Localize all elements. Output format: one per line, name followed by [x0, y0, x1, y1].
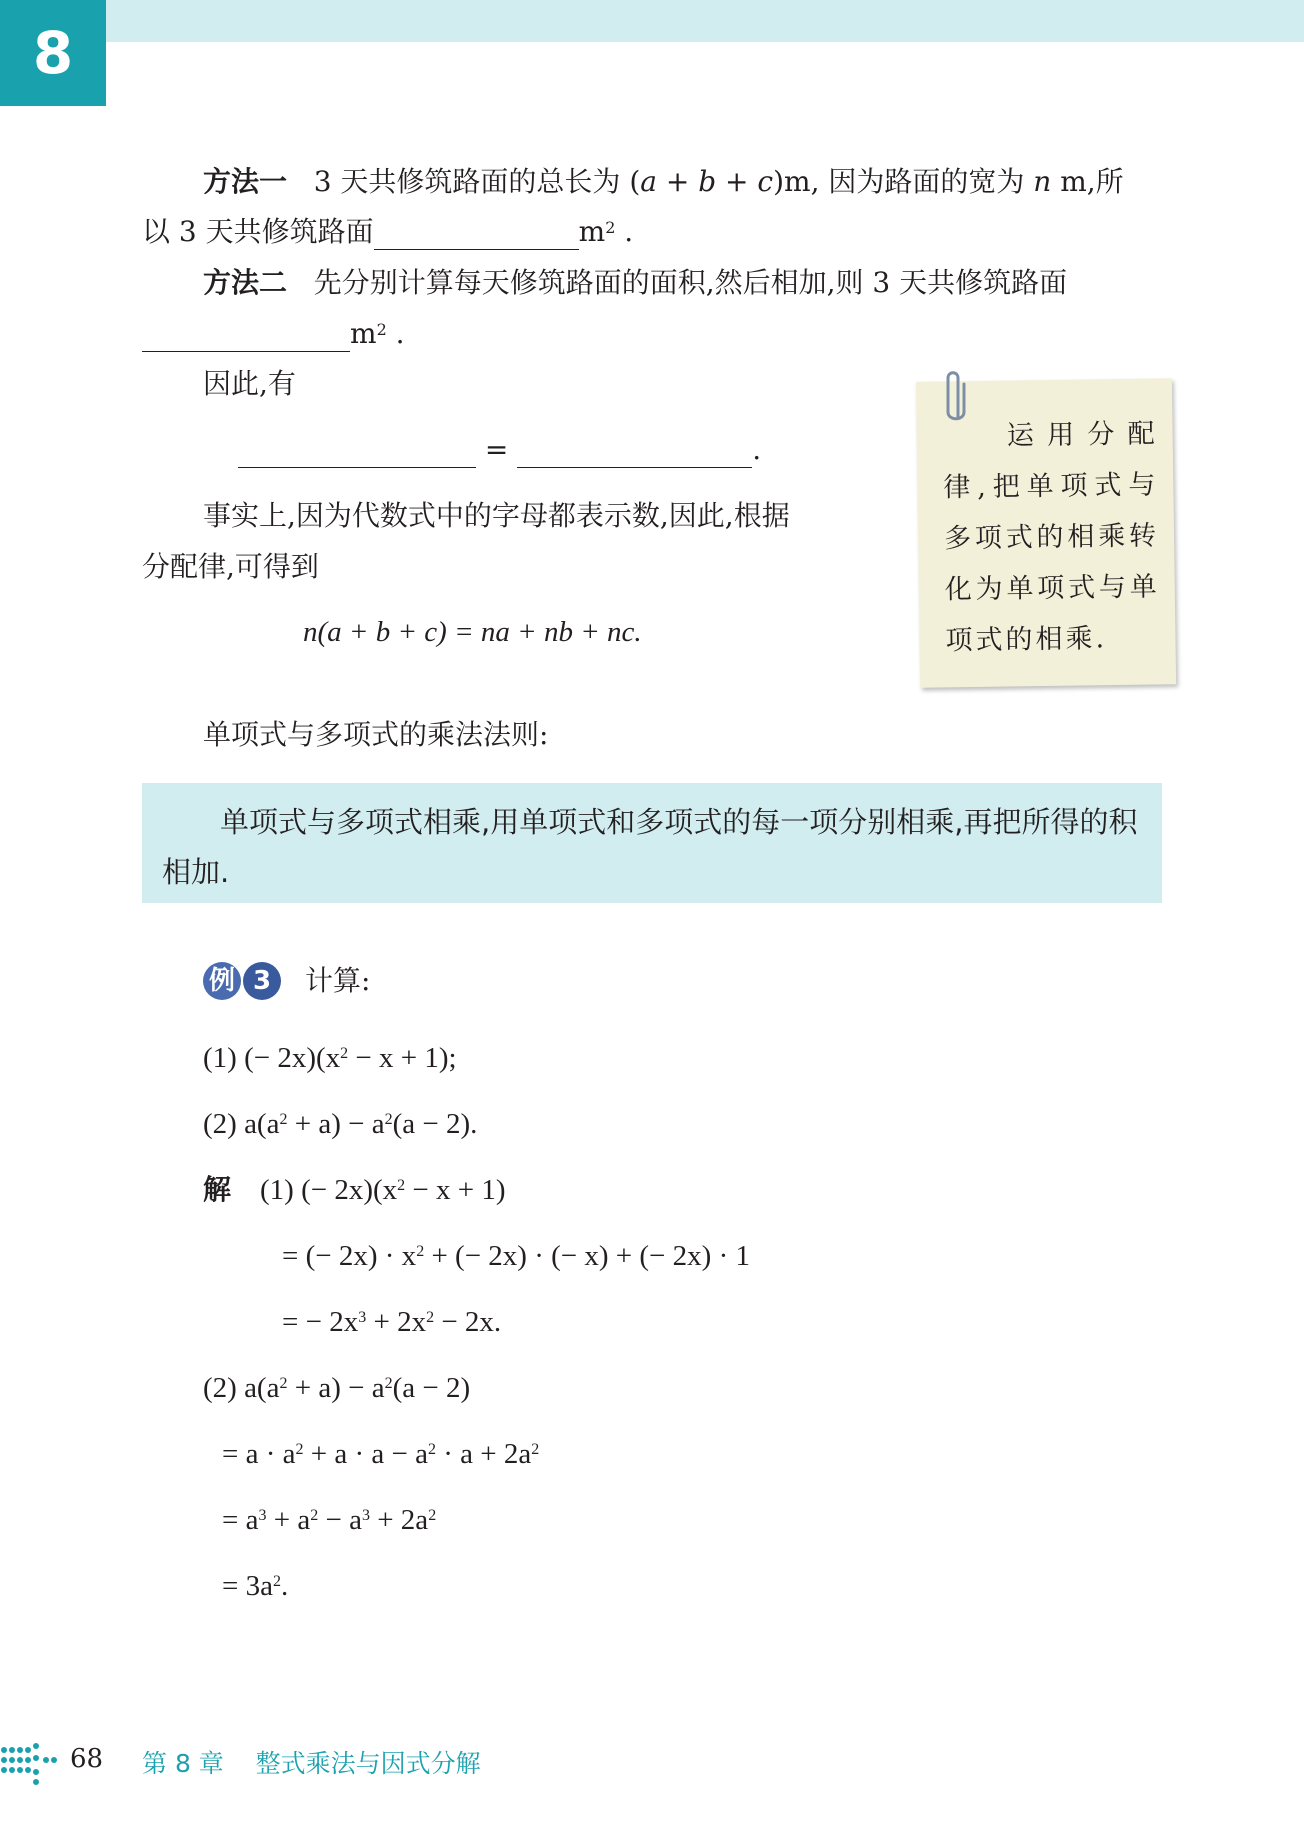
- rule-heading: 单项式与多项式的乘法法则:: [203, 718, 549, 751]
- paperclip-icon: [936, 366, 976, 424]
- equation-blanks: [238, 432, 761, 468]
- side-note-text: 运用分配律,把单项式与多项式的相乘转化为单项式与单项式的相乘.: [943, 418, 1160, 657]
- method1-text-a: 3 天共修筑路面的总长为 (: [313, 165, 641, 198]
- method1-line2-prefix: 以 3 天共修筑路面: [142, 215, 374, 248]
- solution-part1-head: 解 (1) (− $2x)(x^2 - x + 1)$: [203, 1173, 506, 1206]
- therefore-text: 因此,有: [203, 367, 296, 400]
- example-badge-number: 3: [243, 962, 281, 1000]
- solution-part2-result: = $3a^2$.: [222, 1570, 289, 1602]
- rule-text: 单项式与多项式相乘,用单项式和多项式的每一项分别相乘,再把所得的积相加.: [162, 805, 1138, 889]
- method1-n: n: [1033, 165, 1052, 198]
- example-badge-char: 例: [203, 962, 241, 1000]
- method1-text-b: )m, 因为路面的宽为: [773, 165, 1025, 198]
- method2-text: 先分别计算每天修筑路面的面积,然后相加,则 3 天共修筑路面: [313, 266, 1068, 299]
- solution-part2-step1: = $a \cdot a^2 + a \cdot a - a^2 \cdot a + 2a^2$: [222, 1438, 540, 1470]
- solution-label: 解: [203, 1173, 232, 1206]
- method1-label: 方法一: [203, 165, 288, 198]
- page-number: 68: [70, 1744, 104, 1774]
- fact-line2: 分配律,可得到: [142, 550, 319, 583]
- equation-right-blank[interactable]: [517, 437, 752, 468]
- method2-label: 方法二: [203, 266, 288, 299]
- solution-part2-head: (2) $a(a^2 + a) - a^2(a - 2)$: [203, 1372, 471, 1404]
- method1-unit: m: [578, 215, 606, 248]
- method1-answer-blank[interactable]: [374, 219, 579, 250]
- method2-answer-blank[interactable]: [142, 321, 350, 352]
- method1-end: .: [624, 215, 634, 248]
- dots-decoration-icon: [0, 1738, 60, 1786]
- example-problem-2: (2) $a(a^2 + a) - a^2(a - 2)$.: [203, 1108, 478, 1140]
- method1-line1: [203, 164, 1124, 200]
- method1-text-c: m,所: [1060, 165, 1124, 198]
- fact-line1: 事实上,因为代数式中的字母都表示数,因此,根据: [203, 499, 790, 532]
- chapter-number-badge: 8: [0, 0, 106, 106]
- example-problem-1: (1) (− $2x)(x^2 - x + 1)$;: [203, 1042, 457, 1074]
- distributive-formula: n(a + b + c) = na + nb + nc.: [303, 616, 642, 648]
- method2-end: .: [395, 317, 405, 350]
- solution-part1-step2: = − $2x^3 + 2x^2 - 2x$.: [282, 1306, 502, 1338]
- solution-part2-step2: = $a^3 + a^2 - a^3 + 2a^2$: [222, 1504, 437, 1536]
- side-note-card: [916, 378, 1176, 688]
- method1-expr: a + b + c: [640, 165, 774, 198]
- method1-unit-exp: 2: [605, 218, 616, 237]
- equation-equals: =: [484, 433, 509, 466]
- example-badge: [203, 962, 281, 1000]
- chapter-title: 第 8 章 整式乘法与因式分解: [142, 1749, 481, 1778]
- example-header: [203, 962, 370, 1000]
- equation-left-blank[interactable]: [238, 437, 476, 468]
- method2-unit-exp: 2: [376, 320, 387, 339]
- solution-part1-step1: = (− $2x) \cdot x^2$ + (− 2x) · (− x) + (− 2x) · 1: [282, 1240, 750, 1272]
- method2-line2: [142, 316, 405, 352]
- equation-period: .: [752, 433, 762, 466]
- method2-unit: m: [350, 317, 377, 350]
- method1-line2: [142, 214, 633, 250]
- method2-line1: [203, 265, 1067, 301]
- example-prompt: 计算:: [305, 964, 371, 997]
- header-bar: [0, 0, 1304, 42]
- rule-box: [142, 783, 1162, 903]
